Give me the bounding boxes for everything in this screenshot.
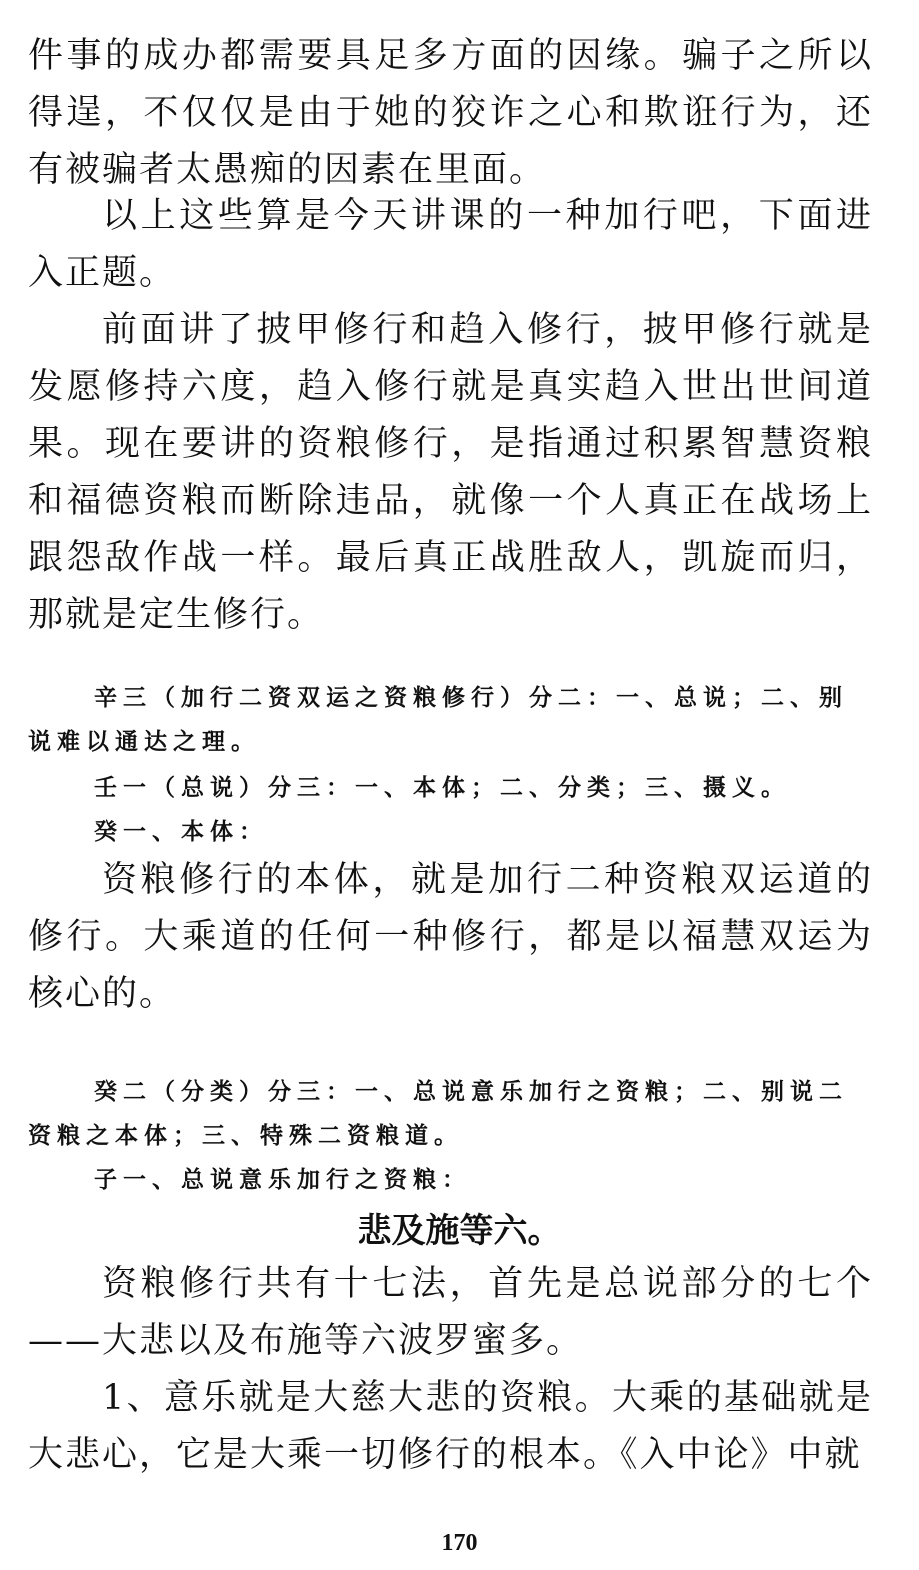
paragraph-continued: 件事的成办都需要具足多方面的因缘。骗子之所以得逞，不仅仅是由于她的狡诈之心和欺诳行为，还有被骗者太愚痴的因素在里面。 xyxy=(28,36,873,190)
outline-heading-xin-san: 辛三（加行二资双运之资粮修行）分二：一、总说；二、别说难以通达之理。 xyxy=(28,685,848,755)
paragraph-great-compassion: 1、意乐就是大慈大悲的资粮。大乘的基础就是大悲心，它是大乘一切修行的根本。《入中论》中就 xyxy=(28,1378,873,1475)
root-verse: 悲及施等六。 xyxy=(357,1211,562,1251)
outline-heading-zi-yi: 子一、总说意乐加行之资粮： xyxy=(94,1167,471,1193)
paragraph-essence: 资粮修行的本体，就是加行二种资粮双运道的修行。大乘道的任何一种修行，都是以福慧双运为核心的。 xyxy=(28,860,873,1014)
paragraph-seventeen-dharmas: 资粮修行共有十七法，首先是总说部分的七个——大悲以及布施等六波罗蜜多。 xyxy=(28,1264,873,1361)
paragraph-practice-overview: 前面讲了披甲修行和趋入修行，披甲修行就是发愿修持六度，趋入修行就是真实趋入世出世间道果。现在要讲的资粮修行，是指通过积累智慧资粮和福德资粮而断除违品，就像一个人真正在战场上跟怨敌作战一样。最后真正战胜敌人，凯旋而归，那就是定生修行。 xyxy=(28,310,873,635)
outline-heading-gui-er: 癸二（分类）分三：一、总说意乐加行之资粮；二、别说二资粮之本体；三、特殊二资粮道。 xyxy=(28,1079,848,1149)
page-number: 170 xyxy=(441,1530,478,1556)
outline-heading-ren-yi: 壬一（总说）分三：一、本体；二、分类；三、摄义。 xyxy=(94,775,790,801)
paragraph-transition: 以上这些算是今天讲课的一种加行吧，下面进入正题。 xyxy=(28,196,873,293)
outline-heading-gui-yi: 癸一、本体： xyxy=(94,819,268,845)
